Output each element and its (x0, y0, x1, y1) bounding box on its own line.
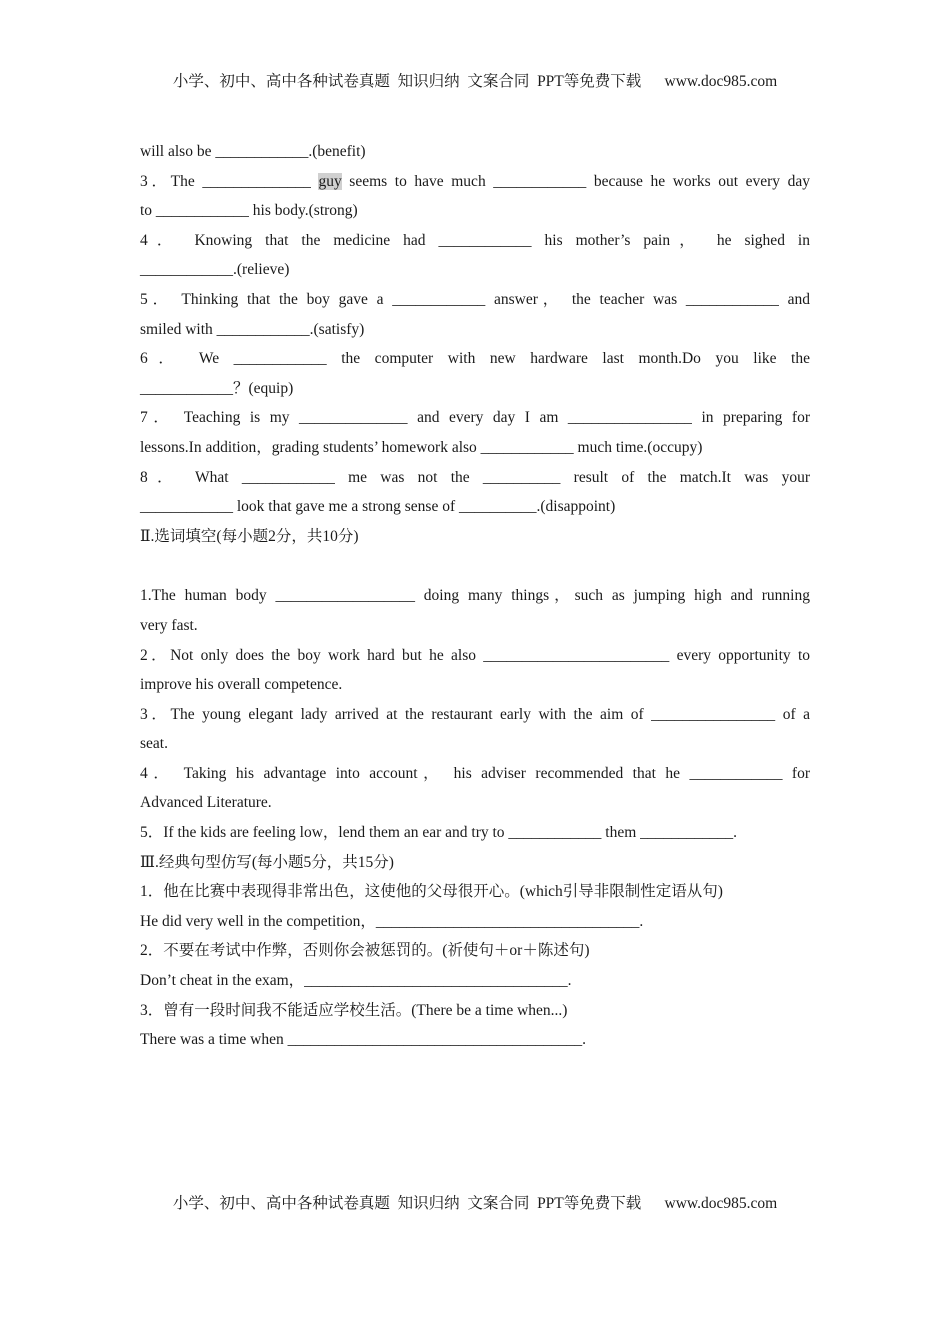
line-q3-part2: to ____________ his body.(strong) (140, 202, 358, 220)
line-s3-q2-prompt: 2．不要在考试中作弊，否则你会被惩罚的。(祈使句＋or＋陈述句) (140, 942, 590, 960)
line-q3-part1: 3．The ______________ guy seems to have much ____________ because he works out every day (140, 172, 810, 190)
line-q5-part1: 5． Thinking that the boy gave a ____________ answer， the teacher was ____________ and (140, 290, 810, 308)
line-s2-q4-part1: 4． Taking his advantage into account， his adviser recommended that he ____________ for (140, 764, 810, 782)
line-q4-part1: 4． Knowing that the medicine had ____________ his mother’s pain， he sighed in (140, 231, 810, 249)
line-s3-q3-answer: There was a time when ______________________________________. (140, 1031, 586, 1049)
line-q6-part2: ____________？(equip) (140, 379, 294, 397)
line-s2-q5: 5．If the kids are feeling low，lend them an ear and try to ____________ them ____________. (140, 824, 738, 842)
line-s2-q3-part1: 3．The young elegant lady arrived at the restaurant early with the aim of ________________ of a (140, 705, 810, 723)
line-s2-q1-part2: very fast. (140, 616, 198, 634)
line-s2-q2-part2: improve his overall competence. (140, 676, 343, 694)
line-q7-part2: lessons.In addition，grading students’ homework also ____________ much time.(occupy) (140, 438, 703, 456)
line-q5-part2: smiled with ____________.(satisfy) (140, 320, 365, 338)
line-s2-q3-part2: seat. (140, 735, 168, 753)
page-header: 小学、初中、高中各种试卷真题 知识归纳 文案合同 PPT等免费下载 www.doc985.com (172, 73, 778, 90)
line-s3-q2-answer: Don’t cheat in the exam，__________________________________. (140, 972, 572, 990)
highlighted-word: guy (318, 172, 342, 190)
exercise-content (140, 142, 810, 1060)
line-s2-q1-part1: 1.The human body __________________ doing many things，such as jumping high and running (140, 587, 810, 605)
page-footer: 小学、初中、高中各种试卷真题 知识归纳 文案合同 PPT等免费下载 www.doc985.com (172, 1195, 778, 1212)
line-s3-q1-answer: He did very well in the competition，__________________________________. (140, 912, 644, 930)
line-q8-part2: ____________ look that gave me a strong sense of __________.(disappoint) (140, 498, 616, 516)
line-s2-q4-part2: Advanced Literature. (140, 794, 272, 812)
line-q7-part1: 7． Teaching is my ______________ and every day I am ________________ in preparing for (140, 409, 810, 427)
line-s2-q2-part1: 2．Not only does the boy work hard but he also ________________________ every opportunity to (140, 646, 810, 664)
spacer (140, 556, 810, 586)
line-q6-part1: 6． We ____________ the computer with new hardware last month.Do you like the (140, 350, 810, 368)
line-q4-part2: ____________.(relieve) (140, 261, 290, 279)
line-s3-q1-prompt: 1．他在比赛中表现得非常出色，这使他的父母很开心。(which引导非限制性定语从句) (140, 883, 723, 901)
section-3-heading: Ⅲ.经典句型仿写(每小题5分，共15分) (140, 853, 394, 871)
line-q8-part1: 8． What ____________ me was not the __________ result of the match.It was your (140, 468, 810, 486)
line-benefit: will also be ____________.(benefit) (140, 143, 366, 160)
section-2-heading: Ⅱ.选词填空(每小题2分，共10分) (140, 527, 359, 545)
line-s3-q3-prompt: 3．曾有一段时间我不能适应学校生活。(There be a time when...) (140, 1001, 568, 1019)
